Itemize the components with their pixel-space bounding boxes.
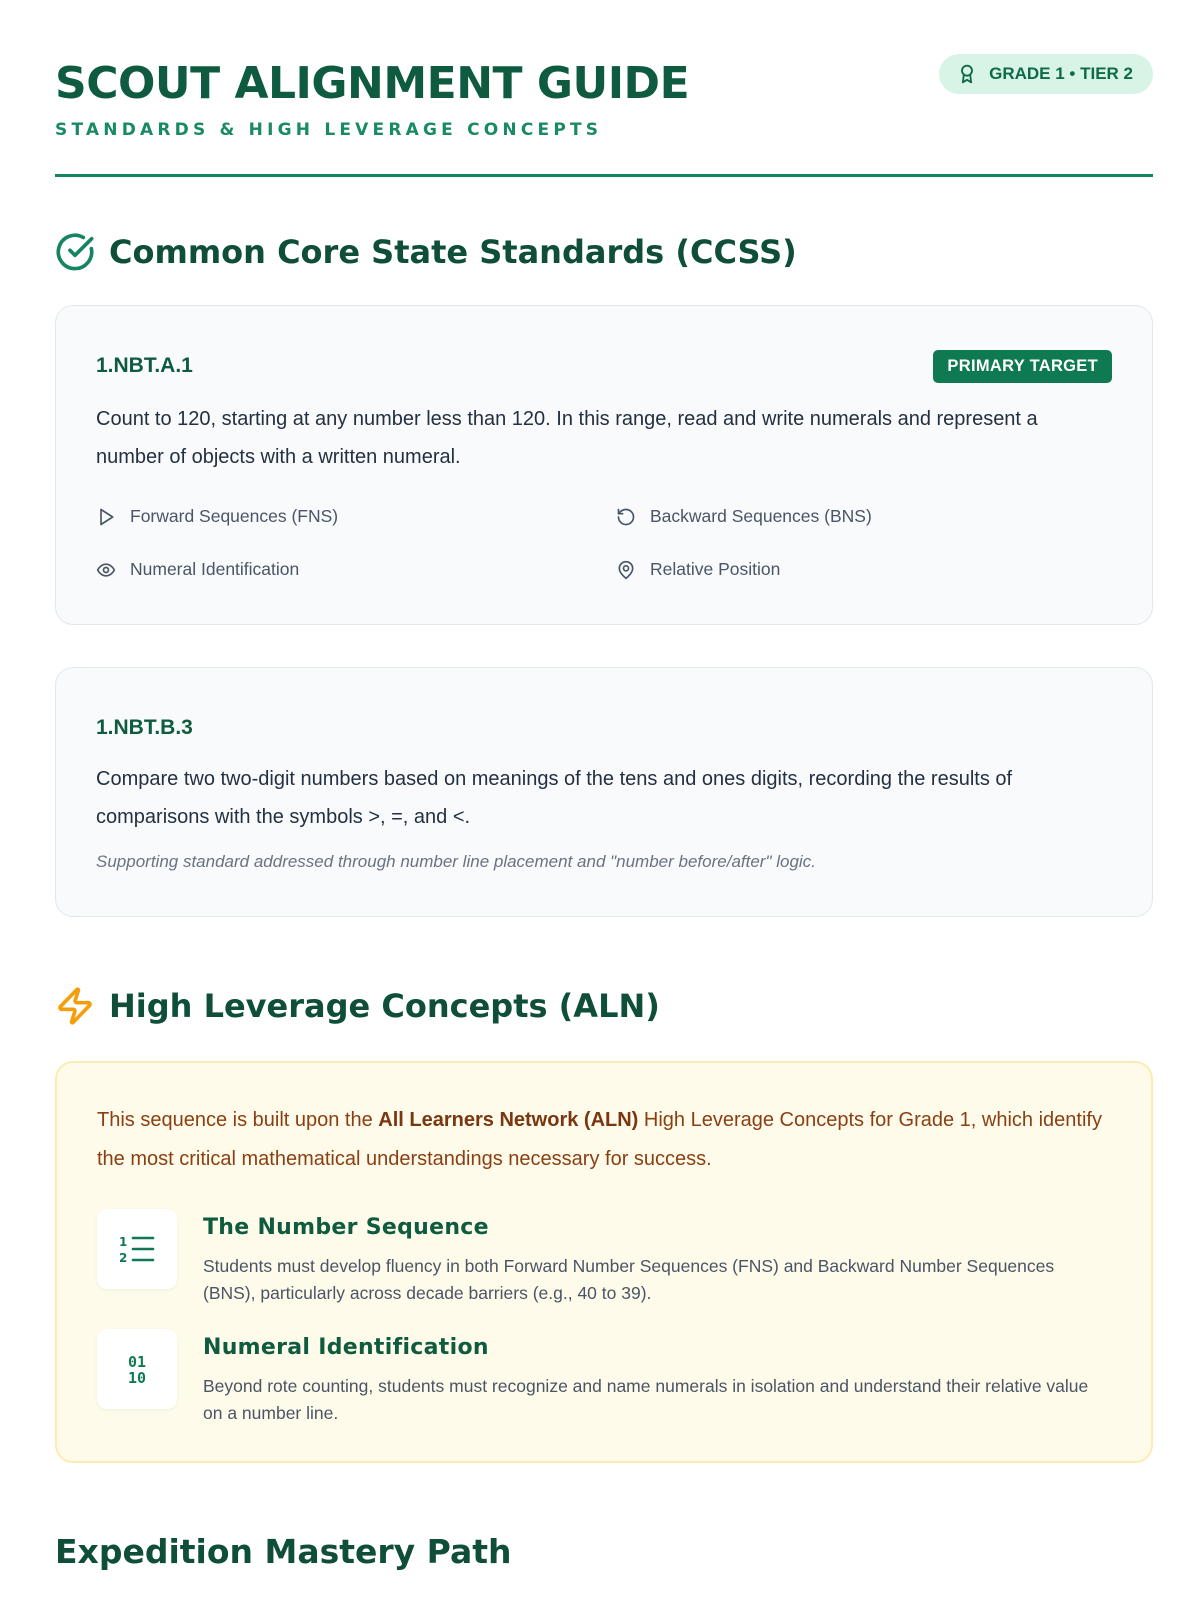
concept-icon-box [97, 1209, 177, 1289]
aln-section-title [55, 986, 660, 1026]
concept-title: Numeral Identification [203, 1335, 489, 1360]
play-icon [96, 507, 116, 527]
ccss-section-title [55, 232, 797, 272]
concept-description: Students must develop fluency in both Forward Number Sequences (FNS) and Backward Number Sequences (BNS), particularly across decade barriers (e.g., 40 to 39). [203, 1256, 1055, 1303]
feature-label: Backward Sequences (BNS) [650, 506, 872, 526]
grade-tier-badge [939, 54, 1153, 94]
feature-backward-sequences [616, 506, 872, 527]
aln-panel [55, 1061, 1153, 1463]
svg-text:1: 1 [119, 1235, 128, 1249]
numbered-list-icon [117, 1229, 157, 1269]
feature-label: Forward Sequences (FNS) [130, 506, 339, 526]
page-subtitle: STANDARDS & HIGH LEVERAGE CONCEPTS [55, 120, 603, 140]
badge-label: GRADE 1 • TIER 2 [989, 64, 1133, 83]
concept-numeral-identification [97, 1329, 1107, 1423]
concept-icon-box [97, 1329, 177, 1409]
feature-forward-sequences [96, 506, 338, 527]
binary-icon [117, 1349, 157, 1389]
aln-heading: High Leverage Concepts (ALN) [109, 987, 660, 1025]
standard-card-nbt-b3 [55, 667, 1153, 917]
standard-description: Compare two two-digit numbers based on meanings of the tens and ones digits, recording the results of comparisons with the symbols >, =, and <. [96, 768, 1013, 828]
aln-intro [97, 1101, 1107, 1179]
page-title: SCOUT ALIGNMENT GUIDE [55, 58, 690, 109]
standard-code: 1.NBT.B.3 [96, 716, 193, 739]
aln-intro-after: High Leverage Concepts for Grade 1, which identify the most critical mathematical understandings necessary for success. [97, 1109, 1102, 1170]
standard-code: 1.NBT.A.1 [96, 354, 193, 377]
eye-icon [96, 560, 116, 580]
svg-text:2: 2 [119, 1251, 128, 1265]
ccss-heading: Common Core State Standards (CCSS) [109, 233, 797, 271]
svg-text:01: 01 [127, 1353, 147, 1371]
standard-description: Count to 120, starting at any number less than 120. In this range, read and write numerals and represent a number of objects with a written numeral. [96, 408, 1038, 468]
concept-number-sequence [97, 1209, 1107, 1303]
standard-note: Supporting standard addressed through number line placement and "number before/after" logic. [96, 852, 816, 871]
primary-target-badge: PRIMARY TARGET [933, 350, 1112, 383]
svg-text:10: 10 [127, 1369, 147, 1387]
concept-description: Beyond rote counting, students must recognize and name numerals in isolation and understand their relative value on a number line. [203, 1376, 1089, 1423]
map-pin-icon [616, 560, 636, 580]
rotate-ccw-icon [616, 507, 636, 527]
aln-intro-before: This sequence is built upon the [97, 1109, 379, 1131]
award-ribbon-icon [957, 63, 977, 85]
aln-intro-bold: All Learners Network (ALN) [378, 1109, 639, 1131]
lightning-icon [55, 986, 95, 1026]
header-divider [55, 174, 1153, 177]
feature-relative-position [616, 559, 780, 580]
standard-card-nbt-a1 [55, 305, 1153, 625]
check-circle-icon [55, 232, 95, 272]
page-header [55, 58, 1153, 140]
feature-numeral-identification [96, 559, 299, 580]
mastery-path-heading: Expedition Mastery Path [55, 1532, 512, 1571]
feature-label: Relative Position [650, 559, 781, 579]
feature-label: Numeral Identification [130, 559, 300, 579]
concept-title: The Number Sequence [203, 1215, 489, 1240]
